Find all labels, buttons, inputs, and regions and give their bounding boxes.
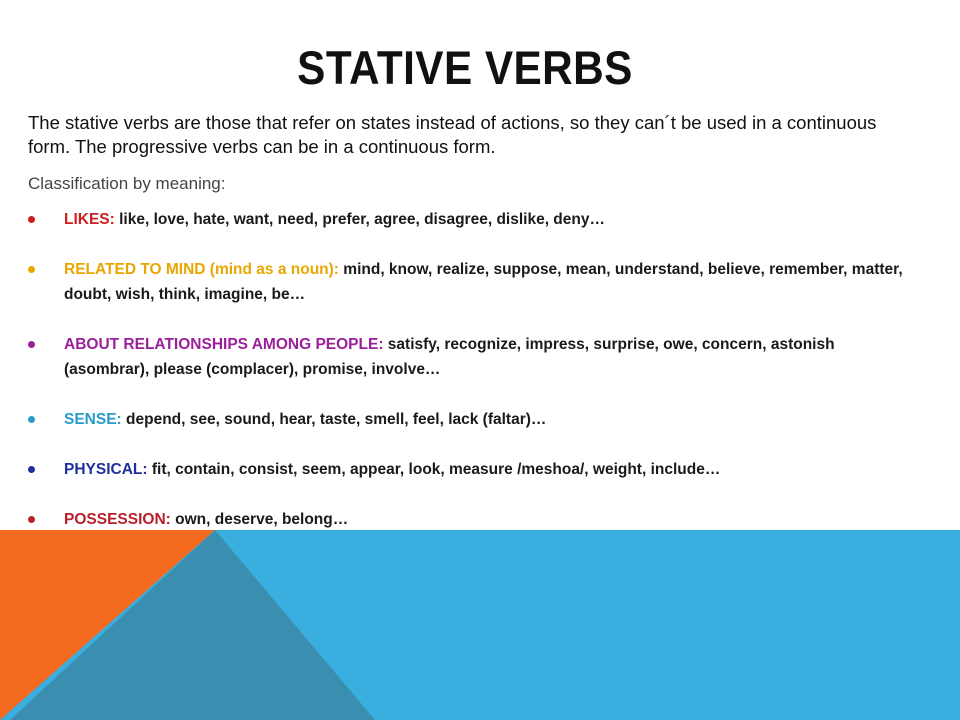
category-words: like, love, hate, want, need, prefer, agree, disagree, dislike, deny… xyxy=(114,211,605,228)
bullet-icon xyxy=(28,416,35,423)
category-label: SENSE: xyxy=(64,411,122,428)
category-label: POSSESSION: xyxy=(64,511,171,528)
category-label: LIKES: xyxy=(64,211,115,228)
bullet-icon xyxy=(28,466,35,473)
category-sense xyxy=(28,407,908,432)
bullet-icon xyxy=(28,341,35,348)
category-words: mind, know, realize, suppose, mean, understand, believe, remember, matter, doubt, wish, think, imagine, be… xyxy=(64,261,903,303)
category-words: own, deserve, belong… xyxy=(170,511,349,528)
category-label: PHYSICAL: xyxy=(64,461,148,478)
classification-heading: Classification by meaning: xyxy=(28,174,226,193)
bullet-icon xyxy=(28,216,35,223)
category-label: RELATED TO MIND (mind as a noun): xyxy=(64,261,339,278)
category-words: fit, contain, consist, seem, appear, look, measure /meshoa/, weight, include… xyxy=(147,461,721,478)
category-label: ABOUT RELATIONSHIPS AMONG PEOPLE: xyxy=(64,336,384,353)
category-related-to-mind xyxy=(28,257,908,307)
intro-paragraph: The stative verbs are those that refer on states instead of actions, so they can´t be used in a continuous form. The progressive verbs can be in a continuous form. xyxy=(28,112,877,157)
category-relationships xyxy=(28,332,908,382)
slide-title: STATIVE VERBS xyxy=(297,41,633,94)
bullet-icon xyxy=(28,516,35,523)
category-physical xyxy=(28,457,908,482)
category-words: satisfy, recognize, impress, surprise, owe, concern, astonish (asombrar), please (complacer), promise, involve… xyxy=(64,336,835,378)
category-likes xyxy=(28,207,908,232)
category-possession xyxy=(28,507,908,532)
bullet-icon xyxy=(28,266,35,273)
decorative-background-shapes xyxy=(0,530,960,720)
category-words: depend, see, sound, hear, taste, smell, feel, lack (faltar)… xyxy=(121,411,547,428)
